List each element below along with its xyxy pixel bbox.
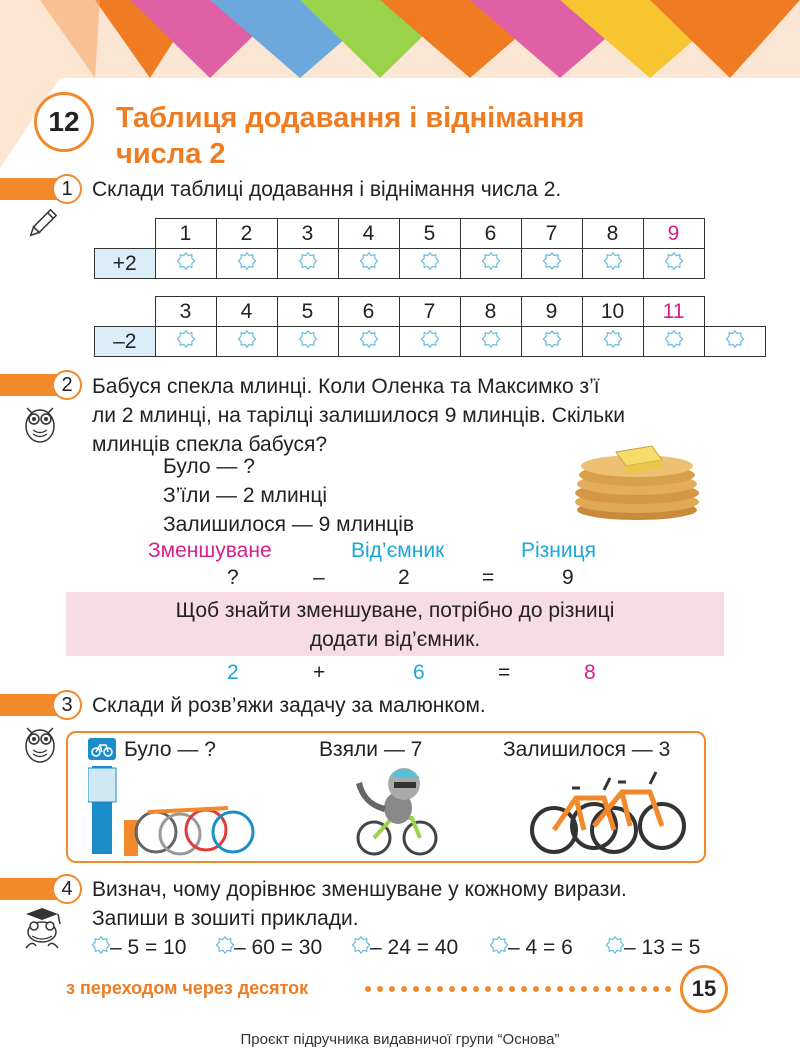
sub-table-header-row — [95, 297, 766, 327]
task2-line3: млинців спекла бабуся? — [92, 433, 328, 456]
add-cell: 6 — [460, 219, 521, 249]
add-cell: 3 — [277, 219, 338, 249]
star-cell-icon — [726, 330, 744, 348]
star-cell-icon — [352, 936, 370, 954]
task4-expr-3 — [352, 933, 458, 962]
star-cell-icon — [299, 330, 317, 348]
task2-number: 2 — [52, 370, 82, 400]
task3-taken: Взяли — 7 — [319, 738, 423, 761]
task4-expr-5 — [606, 933, 700, 962]
add-table-answer-row — [95, 249, 705, 279]
answer-cell[interactable] — [643, 327, 704, 357]
task4-expr-2-text: – 60 = 30 — [234, 936, 323, 959]
star-cell-icon — [543, 252, 561, 270]
star-cell-icon — [299, 252, 317, 270]
raccoon-on-bike-image — [352, 762, 442, 858]
rule-line1: Щоб знайти зменшуване, потрібно до різниці — [175, 599, 615, 622]
sub-cell: 5 — [277, 297, 338, 327]
answer-cell[interactable] — [521, 327, 582, 357]
star-cell-icon — [177, 330, 195, 348]
task3-text: Склади й розв’яжи задачу за малюнком. — [92, 694, 486, 717]
sub-cell: 3 — [155, 297, 216, 327]
add-operator: +2 — [95, 249, 156, 279]
answer-cell[interactable] — [155, 249, 216, 279]
lesson-title-line2: числа 2 — [116, 138, 226, 170]
star-cell-icon — [421, 252, 439, 270]
term-subtrahend: Від’ємник — [351, 539, 445, 562]
task4-expr-4-text: – 4 = 6 — [508, 936, 573, 959]
eq2-eq: = — [498, 661, 511, 684]
owl-icon — [22, 402, 58, 444]
answer-cell[interactable] — [277, 327, 338, 357]
task3-was: Було — ? — [124, 738, 216, 761]
answer-cell[interactable] — [460, 327, 521, 357]
section-name: з переходом через десяток — [66, 978, 309, 998]
answer-cell[interactable] — [277, 249, 338, 279]
bike-station-image — [88, 762, 258, 858]
task4-line1: Визнач, чому дорівнює зменшуване у кожному вирази. — [92, 878, 627, 901]
eq2-a: 2 — [227, 661, 239, 684]
star-cell-icon — [238, 252, 256, 270]
sub-cell: 10 — [582, 297, 643, 327]
answer-cell[interactable] — [399, 327, 460, 357]
star-cell-icon — [360, 252, 378, 270]
answer-cell[interactable] — [216, 249, 277, 279]
answer-cell[interactable] — [216, 327, 277, 357]
rule-line2: додати від’ємник. — [309, 628, 481, 651]
rule-text — [66, 596, 724, 654]
task4-expr-2 — [216, 933, 322, 962]
answer-cell[interactable] — [155, 327, 216, 357]
answer-cell[interactable] — [582, 327, 643, 357]
task2-givens — [163, 452, 414, 539]
star-cell-icon — [177, 252, 195, 270]
task4-expr-5-text: – 13 = 5 — [624, 936, 701, 959]
answer-cell[interactable] — [521, 249, 582, 279]
eq1-eq: = — [482, 566, 495, 589]
star-cell-icon — [482, 330, 500, 348]
star-cell-icon — [604, 252, 622, 270]
lesson-number: 12 — [34, 92, 94, 152]
answer-cell[interactable] — [643, 249, 704, 279]
answer-cell[interactable] — [582, 249, 643, 279]
top-banner — [0, 0, 800, 78]
sub-cell: 9 — [521, 297, 582, 327]
add-cell: 8 — [582, 219, 643, 249]
lesson-title-line1: Таблиця додавання і віднімання — [116, 102, 585, 134]
sub-cell: 4 — [216, 297, 277, 327]
pencil-icon — [24, 206, 60, 242]
eq2-c: 8 — [584, 661, 596, 684]
eq1-c: 9 — [562, 566, 574, 589]
star-cell-icon — [238, 330, 256, 348]
add-table-corner — [95, 219, 156, 249]
star-cell-icon — [604, 330, 622, 348]
sub-table-answer-row — [95, 327, 766, 357]
answer-cell[interactable] — [460, 249, 521, 279]
add-cell: 5 — [399, 219, 460, 249]
task4-number: 4 — [52, 874, 82, 904]
task4-expr-1 — [92, 933, 186, 962]
sub-operator: –2 — [95, 327, 156, 357]
add-cell: 7 — [521, 219, 582, 249]
footer-dots — [364, 984, 676, 994]
sub-cell: 7 — [399, 297, 460, 327]
star-cell-icon — [606, 936, 624, 954]
task2-was: Було — ? — [163, 455, 255, 478]
answer-cell[interactable] — [399, 249, 460, 279]
sub-table — [94, 296, 766, 357]
add-cell-last: 9 — [643, 219, 704, 249]
task3-left: Залишилося — 3 — [503, 738, 671, 761]
sub-cell: 8 — [460, 297, 521, 327]
star-cell-icon — [490, 936, 508, 954]
add-cell: 2 — [216, 219, 277, 249]
section-footer — [66, 978, 308, 999]
sub-cell: 6 — [338, 297, 399, 327]
eq1-op: – — [313, 566, 325, 589]
star-cell-icon — [92, 936, 110, 954]
task4-expr-3-text: – 24 = 40 — [370, 936, 459, 959]
star-cell-icon — [482, 252, 500, 270]
task4-expr-4 — [490, 933, 573, 962]
bike-icon — [88, 738, 116, 760]
add-table — [94, 218, 705, 279]
star-cell-icon — [665, 252, 683, 270]
frog-graduate-icon — [18, 906, 66, 954]
eq2-b: 6 — [413, 661, 425, 684]
task2-line2: ли 2 млинці, на тарілці залишилося 9 млинців. Скільки — [92, 404, 625, 427]
answer-cell[interactable] — [338, 327, 399, 357]
eq1-a: ? — [227, 566, 239, 589]
orange-bikes-image — [524, 768, 689, 854]
task1-text: Склади таблиці додавання і віднімання числа 2. — [92, 178, 562, 201]
publisher-credit: Проєкт підручника видавничої групи “Основа” — [240, 1031, 560, 1048]
star-cell-icon — [360, 330, 378, 348]
task1-number: 1 — [52, 174, 82, 204]
owl-icon — [22, 722, 58, 764]
task2-ate: З’їли — 2 млинці — [163, 484, 328, 507]
lesson-title — [116, 100, 676, 172]
answer-cell[interactable] — [704, 327, 765, 357]
add-table-header-row — [95, 219, 705, 249]
task3-number: 3 — [52, 690, 82, 720]
star-cell-icon — [665, 330, 683, 348]
task2-left: Залишилося — 9 млинців — [163, 513, 415, 536]
add-cell: 1 — [155, 219, 216, 249]
eq1-b: 2 — [398, 566, 410, 589]
term-minuend: Зменшуване — [148, 539, 272, 562]
task4-line2: Запиши в зошиті приклади. — [92, 907, 359, 930]
term-difference: Різниця — [521, 539, 597, 562]
page-number: 15 — [680, 965, 728, 1013]
star-cell-icon — [421, 330, 439, 348]
task4-expr-1-text: – 5 = 10 — [110, 936, 187, 959]
sub-table-corner — [95, 297, 156, 327]
sub-cell-last: 11 — [643, 297, 704, 327]
star-cell-icon — [543, 330, 561, 348]
task2-line1: Бабуся спекла млинці. Коли Оленка та Максимко з’ї — [92, 375, 600, 398]
star-cell-icon — [216, 936, 234, 954]
add-cell: 4 — [338, 219, 399, 249]
answer-cell[interactable] — [338, 249, 399, 279]
eq2-op: + — [313, 661, 326, 684]
pancakes-image — [570, 438, 705, 522]
task4-text — [92, 875, 722, 933]
